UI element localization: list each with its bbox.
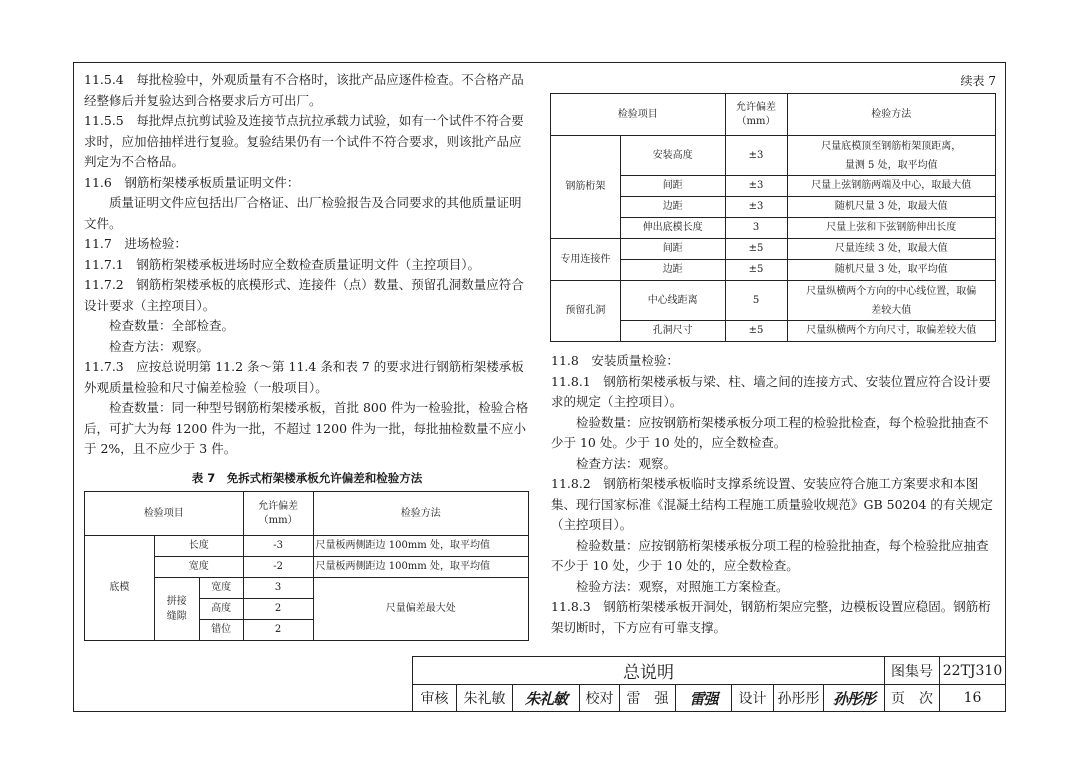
row-item: 高度 — [199, 599, 243, 620]
reviewer-signature: 朱礼敏 — [513, 685, 580, 712]
paragraph: 检查数量：同一种型号钢筋桁架楼承板，首批 800 件为一检验批，检验合格后，可扩大为每 1200 件为一批，不超过 1200 件为一批，每批抽检数量不应小于 2%，且不应少于 3 件。 — [84, 400, 529, 456]
paragraph: 检验数量：应按钢筋桁架楼承板分项工程的检验批检查，每个检验批抽查不少于 10 处。少于 10 处的，应全数检查。 — [551, 414, 989, 450]
row-item: 宽度 — [199, 578, 243, 599]
paragraph: 11.8.3 钢筋桁架楼承板开洞处，钢筋桁架应完整，边模板设置应稳固。钢筋桁架切断时，下方应有可靠支撑。 — [551, 599, 991, 635]
tol-line2: （mm） — [258, 514, 298, 526]
row-item: 错位 — [199, 620, 243, 641]
table7-cont-caption: 续表 7 — [960, 74, 996, 88]
designer-signature: 孙彤彤 — [824, 685, 885, 712]
drawing-title: 总说明 — [413, 657, 885, 685]
table7-header-method: 检验方法 — [313, 492, 528, 536]
table7-cont-header — [551, 94, 996, 136]
method-line1: 尺量底模顶至钢筋桁架顶距离， — [821, 140, 962, 152]
left-column — [84, 70, 530, 460]
row-item: 中心线距离 — [620, 281, 725, 321]
tol-line2: （mm） — [736, 115, 776, 127]
row-tol: 3 — [725, 218, 787, 239]
row-method: 尺量上弦钢筋两端及中心，取最大值 — [787, 176, 996, 197]
row-item: 边距 — [620, 197, 725, 218]
atlas-number: 22TJ310 — [940, 657, 1006, 685]
paragraph: 11.8 安装质量检验： — [551, 353, 679, 368]
paragraph: 11.8.1 钢筋桁架楼承板与梁、柱、墙之间的连接方式、安装位置应符合设计要求的规定（主控项目）。 — [551, 373, 991, 409]
designer-name: 孙彤彤 — [774, 685, 824, 712]
row-item: 长度 — [154, 536, 243, 557]
row-item: 间距 — [620, 239, 725, 260]
row-method — [787, 136, 996, 176]
table7-header — [85, 492, 529, 536]
row-method: 尺量上弦和下弦钢筋伸出长度 — [787, 218, 996, 239]
row-item: 宽度 — [154, 557, 243, 578]
row-method: 随机尺量 3 处，取最大值 — [787, 197, 996, 218]
checker-signature: 雷强 — [676, 685, 732, 712]
row-tol: 5 — [725, 281, 787, 321]
table7-cont — [550, 93, 996, 342]
row-item: 边距 — [620, 260, 725, 281]
row-tol: -2 — [243, 557, 313, 578]
paragraph: 检验数量：应按钢筋桁架楼承板分项工程的检验批抽查，每个检验批应抽查不少于 10 处，少于 10 处的，应全数检查。 — [551, 537, 989, 573]
table7 — [84, 491, 529, 641]
page-number: 16 — [940, 685, 1006, 712]
table-row — [85, 536, 529, 557]
table7-group: 底模 — [85, 536, 155, 641]
table7-header-tol — [243, 492, 313, 536]
row-item: 孔洞尺寸 — [620, 321, 725, 342]
paragraph: 检查方法：观察。 — [109, 338, 210, 354]
paragraph: 11.5.4 每批检验中，外观质量有不合格时，该批产品应逐件检查。不合格产品经整修后并复验达到合格要求后方可出厂。 — [84, 72, 524, 108]
tol-line1: 允许偏差 — [736, 101, 777, 113]
paragraph: 11.7 进场检验： — [84, 236, 187, 251]
atlas-label: 图集号 — [885, 657, 940, 685]
design-label: 设计 — [732, 685, 774, 712]
page-label: 页 次 — [885, 685, 940, 712]
paragraph: 检查数量：全部检查。 — [109, 318, 235, 333]
row-method — [787, 281, 996, 321]
paragraph: 检查方法：观察。 — [576, 455, 677, 471]
row-item: 安装高度 — [620, 136, 725, 176]
paragraph: 11.7.3 应按总说明第 11.2 条～第 11.4 条和表 7 的要求进行钢筋桁架楼承板外观质量检验和尺寸偏差检验（一般项目）。 — [84, 359, 524, 395]
checker-name: 雷 强 — [620, 685, 676, 712]
subgroup-label: 拼接缝隙 — [166, 596, 187, 622]
row-tol: 2 — [243, 620, 313, 641]
check-label: 校对 — [580, 685, 620, 712]
row-tol: ±5 — [725, 239, 787, 260]
paragraph: 质量证明文件应包括出厂合格证、出厂检验报告及合同要求的其他质量证明文件。 — [84, 195, 522, 231]
paragraph: 11.8.2 钢筋桁架楼承板临时支撑系统设置、安装应符合施工方案要求和本图集、现行国家标准《混凝土结构工程施工质量验收规范》GB 50204 的有关规定（主控项目）。 — [551, 476, 993, 532]
paragraph: 检验方法：观察，对照施工方案检查。 — [576, 578, 789, 594]
row-method: 尺量纵横两个方向尺寸，取偏差较大值 — [787, 321, 996, 342]
table-row — [551, 281, 996, 321]
row-tol: ±3 — [725, 197, 787, 218]
header-item: 检验项目 — [551, 94, 726, 136]
table7-header-item: 检验项目 — [85, 492, 244, 536]
paragraph: 11.7.2 钢筋桁架楼承板的底模形式、连接件（点）数量、预留孔洞数量应符合设计要求（主控项目）。 — [84, 277, 524, 313]
method-line1: 尺量纵横两个方向的中心线位置，取偏 — [806, 285, 977, 297]
tol-line1: 允许偏差 — [258, 500, 299, 512]
row-tol: 2 — [243, 599, 313, 620]
paragraph: 11.6 钢筋桁架楼承板质量证明文件： — [84, 174, 300, 190]
row-method: 尺量偏差最大处 — [313, 578, 528, 641]
row-method: 尺量板两侧距边 100mm 处，取平均值 — [313, 557, 528, 578]
group-hole: 预留孔洞 — [551, 281, 621, 342]
row-method: 随机尺量 3 处，取平均值 — [787, 260, 996, 281]
header-tol — [725, 94, 787, 136]
review-label: 审核 — [413, 685, 457, 712]
row-tol: -3 — [243, 536, 313, 557]
method-line2: 差较大值 — [871, 304, 912, 316]
paragraph: 11.5.5 每批焊点抗剪试验及连接节点抗拉承载力试验，如有一个试件不符合要求时，应加倍抽样进行复验。复验结果仍有一个试件不符合要求，则该批产品应判定为不合格品。 — [84, 113, 524, 169]
row-tol: ±5 — [725, 321, 787, 342]
group-conn: 专用连接件 — [551, 239, 621, 281]
row-method: 尺量连续 3 处，取最大值 — [787, 239, 996, 260]
row-item: 伸出底模长度 — [620, 218, 725, 239]
row-method: 尺量板两侧距边 100mm 处，取平均值 — [313, 536, 528, 557]
row-tol: ±5 — [725, 260, 787, 281]
table-row — [551, 239, 996, 260]
table7-caption: 表 7 免拆式桁架楼承板允许偏差和检验方法 — [191, 471, 423, 485]
table-row — [551, 136, 996, 176]
paragraph: 11.7.1 钢筋桁架楼承板进场时应全数检查质量证明文件（主控项目）。 — [84, 256, 481, 272]
method-line2: 量测 5 处，取平均值 — [844, 159, 938, 171]
right-column — [551, 351, 997, 638]
table7-subgroup — [154, 578, 199, 641]
row-item: 间距 — [620, 176, 725, 197]
header-method: 检验方法 — [787, 94, 996, 136]
row-tol: ±3 — [725, 176, 787, 197]
reviewer-name: 朱礼敏 — [457, 685, 513, 712]
row-tol: 3 — [243, 578, 313, 599]
group-truss: 钢筋桁架 — [551, 136, 621, 239]
title-block — [412, 656, 1006, 712]
row-tol: ±3 — [725, 136, 787, 176]
